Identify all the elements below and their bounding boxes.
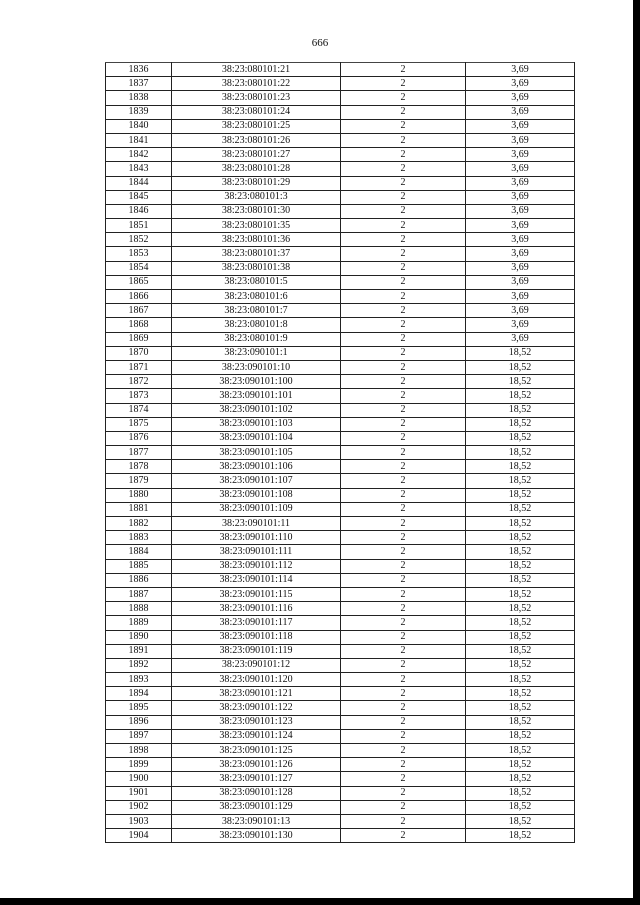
value-cell: 18,52 bbox=[466, 829, 575, 843]
row-number-cell: 1853 bbox=[106, 247, 172, 261]
table-row bbox=[106, 587, 575, 601]
value-cell: 18,52 bbox=[466, 744, 575, 758]
row-number-cell: 1875 bbox=[106, 417, 172, 431]
value-cell: 3,69 bbox=[466, 133, 575, 147]
value-cell: 18,52 bbox=[466, 800, 575, 814]
row-number-cell: 1903 bbox=[106, 814, 172, 828]
row-number-cell: 1880 bbox=[106, 488, 172, 502]
value-cell: 18,52 bbox=[466, 502, 575, 516]
count-cell: 2 bbox=[341, 275, 466, 289]
cadastral-number-cell: 38:23:080101:9 bbox=[172, 332, 341, 346]
value-cell: 3,69 bbox=[466, 63, 575, 77]
cadastral-number-cell: 38:23:090101:110 bbox=[172, 531, 341, 545]
cadastral-number-cell: 38:23:080101:29 bbox=[172, 176, 341, 190]
value-cell: 18,52 bbox=[466, 658, 575, 672]
value-cell: 18,52 bbox=[466, 587, 575, 601]
count-cell: 2 bbox=[341, 162, 466, 176]
value-cell: 3,69 bbox=[466, 204, 575, 218]
count-cell: 2 bbox=[341, 77, 466, 91]
row-number-cell: 1854 bbox=[106, 261, 172, 275]
row-number-cell: 1902 bbox=[106, 800, 172, 814]
table-row bbox=[106, 715, 575, 729]
cadastral-number-cell: 38:23:090101:121 bbox=[172, 687, 341, 701]
value-cell: 3,69 bbox=[466, 332, 575, 346]
value-cell: 18,52 bbox=[466, 517, 575, 531]
value-cell: 18,52 bbox=[466, 446, 575, 460]
count-cell: 2 bbox=[341, 261, 466, 275]
table-row bbox=[106, 275, 575, 289]
count-cell: 2 bbox=[341, 715, 466, 729]
value-cell: 3,69 bbox=[466, 77, 575, 91]
value-cell: 3,69 bbox=[466, 190, 575, 204]
count-cell: 2 bbox=[341, 744, 466, 758]
row-number-cell: 1871 bbox=[106, 360, 172, 374]
value-cell: 3,69 bbox=[466, 162, 575, 176]
row-number-cell: 1841 bbox=[106, 133, 172, 147]
table-row bbox=[106, 119, 575, 133]
count-cell: 2 bbox=[341, 403, 466, 417]
row-number-cell: 1876 bbox=[106, 431, 172, 445]
table-row bbox=[106, 403, 575, 417]
count-cell: 2 bbox=[341, 559, 466, 573]
table-row bbox=[106, 346, 575, 360]
row-number-cell: 1900 bbox=[106, 772, 172, 786]
cadastral-number-cell: 38:23:090101:118 bbox=[172, 630, 341, 644]
cadastral-number-cell: 38:23:080101:35 bbox=[172, 219, 341, 233]
count-cell: 2 bbox=[341, 332, 466, 346]
cadastral-number-cell: 38:23:090101:105 bbox=[172, 446, 341, 460]
count-cell: 2 bbox=[341, 219, 466, 233]
count-cell: 2 bbox=[341, 772, 466, 786]
table-row bbox=[106, 389, 575, 403]
count-cell: 2 bbox=[341, 446, 466, 460]
count-cell: 2 bbox=[341, 829, 466, 843]
cadastral-number-cell: 38:23:080101:7 bbox=[172, 304, 341, 318]
row-number-cell: 1882 bbox=[106, 517, 172, 531]
cadastral-number-cell: 38:23:090101:119 bbox=[172, 644, 341, 658]
count-cell: 2 bbox=[341, 488, 466, 502]
row-number-cell: 1889 bbox=[106, 616, 172, 630]
count-cell: 2 bbox=[341, 290, 466, 304]
value-cell: 3,69 bbox=[466, 105, 575, 119]
row-number-cell: 1887 bbox=[106, 587, 172, 601]
cadastral-number-cell: 38:23:090101:125 bbox=[172, 744, 341, 758]
cadastral-number-cell: 38:23:090101:107 bbox=[172, 474, 341, 488]
cadastral-number-cell: 38:23:080101:27 bbox=[172, 148, 341, 162]
count-cell: 2 bbox=[341, 460, 466, 474]
cadastral-number-cell: 38:23:090101:116 bbox=[172, 602, 341, 616]
count-cell: 2 bbox=[341, 701, 466, 715]
count-cell: 2 bbox=[341, 176, 466, 190]
value-cell: 18,52 bbox=[466, 360, 575, 374]
cadastral-number-cell: 38:23:080101:21 bbox=[172, 63, 341, 77]
table-row bbox=[106, 133, 575, 147]
table-body bbox=[106, 63, 575, 843]
value-cell: 18,52 bbox=[466, 616, 575, 630]
table-row bbox=[106, 744, 575, 758]
row-number-cell: 1891 bbox=[106, 644, 172, 658]
cadastral-number-cell: 38:23:090101:127 bbox=[172, 772, 341, 786]
row-number-cell: 1846 bbox=[106, 204, 172, 218]
row-number-cell: 1865 bbox=[106, 275, 172, 289]
value-cell: 3,69 bbox=[466, 261, 575, 275]
row-number-cell: 1899 bbox=[106, 758, 172, 772]
table-row bbox=[106, 360, 575, 374]
value-cell: 18,52 bbox=[466, 630, 575, 644]
row-number-cell: 1898 bbox=[106, 744, 172, 758]
row-number-cell: 1839 bbox=[106, 105, 172, 119]
row-number-cell: 1896 bbox=[106, 715, 172, 729]
value-cell: 18,52 bbox=[466, 729, 575, 743]
table-row bbox=[106, 729, 575, 743]
table-row bbox=[106, 460, 575, 474]
table-row bbox=[106, 190, 575, 204]
table-row bbox=[106, 502, 575, 516]
count-cell: 2 bbox=[341, 417, 466, 431]
value-cell: 18,52 bbox=[466, 403, 575, 417]
table-row bbox=[106, 772, 575, 786]
count-cell: 2 bbox=[341, 531, 466, 545]
count-cell: 2 bbox=[341, 687, 466, 701]
cadastral-number-cell: 38:23:090101:10 bbox=[172, 360, 341, 374]
count-cell: 2 bbox=[341, 800, 466, 814]
count-cell: 2 bbox=[341, 375, 466, 389]
row-number-cell: 1852 bbox=[106, 233, 172, 247]
table-row bbox=[106, 233, 575, 247]
table-row bbox=[106, 318, 575, 332]
row-number-cell: 1894 bbox=[106, 687, 172, 701]
count-cell: 2 bbox=[341, 758, 466, 772]
table-row bbox=[106, 644, 575, 658]
cadastral-number-cell: 38:23:090101:114 bbox=[172, 573, 341, 587]
table-row bbox=[106, 673, 575, 687]
value-cell: 3,69 bbox=[466, 275, 575, 289]
row-number-cell: 1901 bbox=[106, 786, 172, 800]
table-row bbox=[106, 162, 575, 176]
row-number-cell: 1840 bbox=[106, 119, 172, 133]
table-row bbox=[106, 204, 575, 218]
table-row bbox=[106, 517, 575, 531]
cadastral-number-cell: 38:23:080101:6 bbox=[172, 290, 341, 304]
value-cell: 18,52 bbox=[466, 715, 575, 729]
row-number-cell: 1888 bbox=[106, 602, 172, 616]
table-row bbox=[106, 758, 575, 772]
table-row bbox=[106, 290, 575, 304]
count-cell: 2 bbox=[341, 247, 466, 261]
table-row bbox=[106, 219, 575, 233]
table-row bbox=[106, 63, 575, 77]
data-table bbox=[105, 62, 575, 843]
row-number-cell: 1878 bbox=[106, 460, 172, 474]
row-number-cell: 1872 bbox=[106, 375, 172, 389]
cadastral-number-cell: 38:23:080101:30 bbox=[172, 204, 341, 218]
row-number-cell: 1869 bbox=[106, 332, 172, 346]
table-row bbox=[106, 77, 575, 91]
row-number-cell: 1886 bbox=[106, 573, 172, 587]
cadastral-number-cell: 38:23:090101:108 bbox=[172, 488, 341, 502]
cadastral-number-cell: 38:23:090101:13 bbox=[172, 814, 341, 828]
count-cell: 2 bbox=[341, 616, 466, 630]
cadastral-number-cell: 38:23:080101:3 bbox=[172, 190, 341, 204]
row-number-cell: 1868 bbox=[106, 318, 172, 332]
row-number-cell: 1851 bbox=[106, 219, 172, 233]
table-row bbox=[106, 701, 575, 715]
row-number-cell: 1895 bbox=[106, 701, 172, 715]
value-cell: 3,69 bbox=[466, 91, 575, 105]
cadastral-number-cell: 38:23:090101:12 bbox=[172, 658, 341, 672]
cadastral-number-cell: 38:23:090101:122 bbox=[172, 701, 341, 715]
value-cell: 18,52 bbox=[466, 644, 575, 658]
count-cell: 2 bbox=[341, 602, 466, 616]
value-cell: 18,52 bbox=[466, 673, 575, 687]
table-row bbox=[106, 417, 575, 431]
table-row bbox=[106, 687, 575, 701]
table-row bbox=[106, 304, 575, 318]
cadastral-number-cell: 38:23:090101:111 bbox=[172, 545, 341, 559]
table-row bbox=[106, 148, 575, 162]
value-cell: 18,52 bbox=[466, 431, 575, 445]
table-row bbox=[106, 488, 575, 502]
value-cell: 3,69 bbox=[466, 219, 575, 233]
row-number-cell: 1890 bbox=[106, 630, 172, 644]
table-row bbox=[106, 800, 575, 814]
row-number-cell: 1844 bbox=[106, 176, 172, 190]
cadastral-number-cell: 38:23:090101:103 bbox=[172, 417, 341, 431]
cadastral-number-cell: 38:23:090101:117 bbox=[172, 616, 341, 630]
row-number-cell: 1838 bbox=[106, 91, 172, 105]
row-number-cell: 1873 bbox=[106, 389, 172, 403]
cadastral-number-cell: 38:23:090101:106 bbox=[172, 460, 341, 474]
table-row bbox=[106, 261, 575, 275]
count-cell: 2 bbox=[341, 304, 466, 318]
cadastral-number-cell: 38:23:090101:120 bbox=[172, 673, 341, 687]
value-cell: 18,52 bbox=[466, 758, 575, 772]
count-cell: 2 bbox=[341, 204, 466, 218]
table-row bbox=[106, 332, 575, 346]
count-cell: 2 bbox=[341, 517, 466, 531]
row-number-cell: 1837 bbox=[106, 77, 172, 91]
count-cell: 2 bbox=[341, 729, 466, 743]
count-cell: 2 bbox=[341, 587, 466, 601]
cadastral-number-cell: 38:23:080101:24 bbox=[172, 105, 341, 119]
count-cell: 2 bbox=[341, 133, 466, 147]
table-row bbox=[106, 91, 575, 105]
table-row bbox=[106, 573, 575, 587]
row-number-cell: 1845 bbox=[106, 190, 172, 204]
row-number-cell: 1892 bbox=[106, 658, 172, 672]
row-number-cell: 1879 bbox=[106, 474, 172, 488]
count-cell: 2 bbox=[341, 63, 466, 77]
count-cell: 2 bbox=[341, 318, 466, 332]
scan-edge-right bbox=[633, 0, 640, 905]
table-row bbox=[106, 105, 575, 119]
row-number-cell: 1870 bbox=[106, 346, 172, 360]
cadastral-number-cell: 38:23:080101:38 bbox=[172, 261, 341, 275]
count-cell: 2 bbox=[341, 91, 466, 105]
data-table-container bbox=[105, 62, 574, 843]
count-cell: 2 bbox=[341, 346, 466, 360]
value-cell: 18,52 bbox=[466, 375, 575, 389]
cadastral-number-cell: 38:23:090101:123 bbox=[172, 715, 341, 729]
cadastral-number-cell: 38:23:090101:101 bbox=[172, 389, 341, 403]
value-cell: 18,52 bbox=[466, 559, 575, 573]
count-cell: 2 bbox=[341, 233, 466, 247]
value-cell: 18,52 bbox=[466, 389, 575, 403]
count-cell: 2 bbox=[341, 119, 466, 133]
row-number-cell: 1884 bbox=[106, 545, 172, 559]
value-cell: 18,52 bbox=[466, 701, 575, 715]
table-row bbox=[106, 602, 575, 616]
table-row bbox=[106, 829, 575, 843]
cadastral-number-cell: 38:23:090101:109 bbox=[172, 502, 341, 516]
value-cell: 18,52 bbox=[466, 531, 575, 545]
table-row bbox=[106, 375, 575, 389]
count-cell: 2 bbox=[341, 814, 466, 828]
count-cell: 2 bbox=[341, 573, 466, 587]
count-cell: 2 bbox=[341, 502, 466, 516]
count-cell: 2 bbox=[341, 786, 466, 800]
table-row bbox=[106, 545, 575, 559]
cadastral-number-cell: 38:23:080101:37 bbox=[172, 247, 341, 261]
count-cell: 2 bbox=[341, 644, 466, 658]
value-cell: 18,52 bbox=[466, 545, 575, 559]
value-cell: 18,52 bbox=[466, 687, 575, 701]
row-number-cell: 1877 bbox=[106, 446, 172, 460]
value-cell: 3,69 bbox=[466, 119, 575, 133]
cadastral-number-cell: 38:23:080101:22 bbox=[172, 77, 341, 91]
table-row bbox=[106, 630, 575, 644]
value-cell: 18,52 bbox=[466, 474, 575, 488]
value-cell: 18,52 bbox=[466, 460, 575, 474]
count-cell: 2 bbox=[341, 658, 466, 672]
row-number-cell: 1893 bbox=[106, 673, 172, 687]
table-row bbox=[106, 176, 575, 190]
value-cell: 3,69 bbox=[466, 290, 575, 304]
table-row bbox=[106, 474, 575, 488]
cadastral-number-cell: 38:23:090101:100 bbox=[172, 375, 341, 389]
cadastral-number-cell: 38:23:090101:129 bbox=[172, 800, 341, 814]
row-number-cell: 1897 bbox=[106, 729, 172, 743]
row-number-cell: 1836 bbox=[106, 63, 172, 77]
value-cell: 18,52 bbox=[466, 772, 575, 786]
value-cell: 3,69 bbox=[466, 304, 575, 318]
table-row bbox=[106, 814, 575, 828]
cadastral-number-cell: 38:23:080101:26 bbox=[172, 133, 341, 147]
cadastral-number-cell: 38:23:090101:126 bbox=[172, 758, 341, 772]
value-cell: 3,69 bbox=[466, 247, 575, 261]
cadastral-number-cell: 38:23:090101:112 bbox=[172, 559, 341, 573]
row-number-cell: 1904 bbox=[106, 829, 172, 843]
count-cell: 2 bbox=[341, 360, 466, 374]
table-row bbox=[106, 531, 575, 545]
count-cell: 2 bbox=[341, 673, 466, 687]
cadastral-number-cell: 38:23:090101:11 bbox=[172, 517, 341, 531]
cadastral-number-cell: 38:23:090101:124 bbox=[172, 729, 341, 743]
table-row bbox=[106, 247, 575, 261]
row-number-cell: 1883 bbox=[106, 531, 172, 545]
cadastral-number-cell: 38:23:090101:115 bbox=[172, 587, 341, 601]
row-number-cell: 1874 bbox=[106, 403, 172, 417]
row-number-cell: 1881 bbox=[106, 502, 172, 516]
table-row bbox=[106, 559, 575, 573]
table-row bbox=[106, 431, 575, 445]
row-number-cell: 1866 bbox=[106, 290, 172, 304]
cadastral-number-cell: 38:23:090101:130 bbox=[172, 829, 341, 843]
count-cell: 2 bbox=[341, 431, 466, 445]
cadastral-number-cell: 38:23:080101:36 bbox=[172, 233, 341, 247]
cadastral-number-cell: 38:23:090101:1 bbox=[172, 346, 341, 360]
cadastral-number-cell: 38:23:090101:128 bbox=[172, 786, 341, 800]
count-cell: 2 bbox=[341, 630, 466, 644]
value-cell: 3,69 bbox=[466, 318, 575, 332]
row-number-cell: 1842 bbox=[106, 148, 172, 162]
table-row bbox=[106, 658, 575, 672]
count-cell: 2 bbox=[341, 389, 466, 403]
cadastral-number-cell: 38:23:080101:5 bbox=[172, 275, 341, 289]
scan-edge-bottom bbox=[0, 898, 640, 905]
cadastral-number-cell: 38:23:080101:23 bbox=[172, 91, 341, 105]
cadastral-number-cell: 38:23:080101:28 bbox=[172, 162, 341, 176]
cadastral-number-cell: 38:23:080101:8 bbox=[172, 318, 341, 332]
value-cell: 3,69 bbox=[466, 176, 575, 190]
count-cell: 2 bbox=[341, 545, 466, 559]
row-number-cell: 1885 bbox=[106, 559, 172, 573]
count-cell: 2 bbox=[341, 190, 466, 204]
table-row bbox=[106, 616, 575, 630]
cadastral-number-cell: 38:23:080101:25 bbox=[172, 119, 341, 133]
value-cell: 3,69 bbox=[466, 148, 575, 162]
row-number-cell: 1867 bbox=[106, 304, 172, 318]
count-cell: 2 bbox=[341, 148, 466, 162]
value-cell: 18,52 bbox=[466, 602, 575, 616]
table-row bbox=[106, 446, 575, 460]
cadastral-number-cell: 38:23:090101:104 bbox=[172, 431, 341, 445]
count-cell: 2 bbox=[341, 474, 466, 488]
cadastral-number-cell: 38:23:090101:102 bbox=[172, 403, 341, 417]
value-cell: 18,52 bbox=[466, 488, 575, 502]
value-cell: 18,52 bbox=[466, 573, 575, 587]
page-number: 666 bbox=[311, 37, 329, 49]
value-cell: 18,52 bbox=[466, 786, 575, 800]
count-cell: 2 bbox=[341, 105, 466, 119]
value-cell: 18,52 bbox=[466, 814, 575, 828]
value-cell: 18,52 bbox=[466, 346, 575, 360]
value-cell: 18,52 bbox=[466, 417, 575, 431]
value-cell: 3,69 bbox=[466, 233, 575, 247]
table-row bbox=[106, 786, 575, 800]
row-number-cell: 1843 bbox=[106, 162, 172, 176]
